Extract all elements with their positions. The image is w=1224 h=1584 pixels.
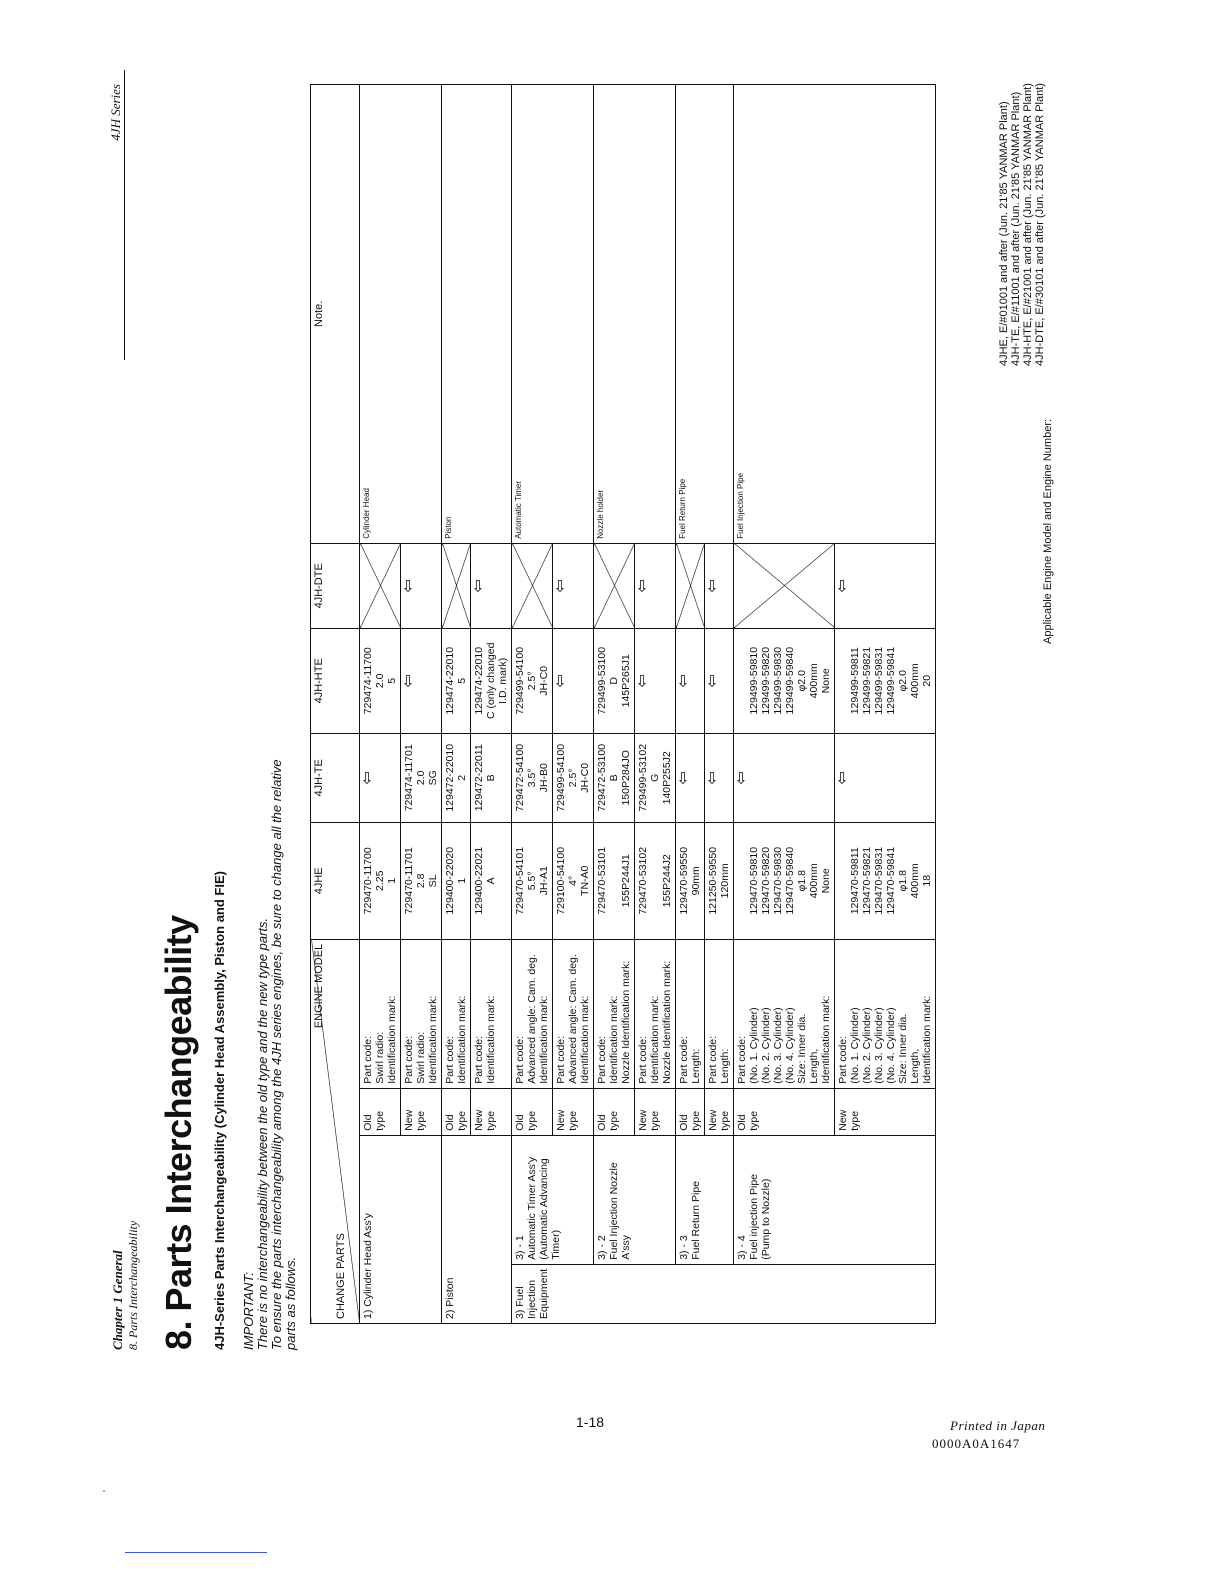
old-value-4jh-dte <box>676 543 705 628</box>
table-row <box>360 84 401 1323</box>
footer-row: 4JH-TE, E/#11001 and after (Jun. 21'85 YANMAR Plant) <box>1010 91 1022 366</box>
new-value-4jhe: 121250-59550 120mm <box>705 822 734 939</box>
note-piston: Piston <box>442 84 512 543</box>
old-value-4jh-hte: ⇦ <box>676 628 705 733</box>
new-type-field-labels: Part code: Swirl radio: Identification mark: <box>401 939 442 1088</box>
new-value-4jh-hte: 129474-22010 C (only changed I.D. mark) <box>471 628 512 733</box>
sub-part-name: 3) - 1 Automatic Timer Ass'y (Automatic Advancing Timer) <box>512 1135 594 1264</box>
old-value-4jhe: 729470-11700 2.25 1 <box>360 822 401 939</box>
footer-row: 4JH-HTE, E/#21001 and after (Jun. 21'85 YANMAR Plant) <box>1022 83 1034 366</box>
interchangeability-table <box>310 84 936 1324</box>
new-value-4jh-dte: ⇦ <box>401 543 442 628</box>
table-row <box>676 84 705 1323</box>
new-value-4jh-dte: ⇦ <box>635 543 676 628</box>
header-rule <box>124 70 125 360</box>
rotated-page-content <box>100 70 1060 1360</box>
old-value-4jh-dte <box>442 543 471 628</box>
important-label: IMPORTANT: <box>241 1272 256 1350</box>
old-value-4jhe: 129470-59550 90mm <box>676 822 705 939</box>
table-header-row <box>311 84 360 1323</box>
note-cyl: Cylinder Head <box>360 84 442 543</box>
old-value-4jh-hte: 729499-53100 D 145P265J1 <box>594 628 635 733</box>
part-group-name: 1) Cylinder Head Ass'y <box>360 1135 442 1323</box>
new-type-label: New type <box>635 1088 676 1135</box>
table-row <box>442 84 471 1323</box>
new-type-field-labels: Part code: Advanced angle: Cam. deg. Identification mark: <box>553 939 594 1088</box>
new-type-label: New type <box>471 1088 512 1135</box>
new-value-4jh-hte: ⇦ <box>553 628 594 733</box>
old-value-4jhe: 729470-54101 5.5° JH-A1 <box>512 822 553 939</box>
new-value-4jh-te: 729474-11701 2.0 SG <box>401 733 442 822</box>
old-value-4jhe: 129400-22020 1 <box>442 822 471 939</box>
new-value-4jh-dte: ⇦ <box>835 543 936 628</box>
sub-part-name: 3) - 2 Fuel Injection Nozzle A'ssy <box>594 1135 676 1264</box>
old-value-4jh-hte: 129499-59810 129499-59820 129499-59830 129499-59840 φ2.0 400mm None <box>734 628 835 733</box>
old-value-4jh-te: ⇦ <box>676 733 705 822</box>
note-timer: Automatic Timer <box>512 84 594 543</box>
old-value-4jh-te: 129472-22010 2 <box>442 733 471 822</box>
new-value-4jhe: 729100-54100 4° TN-A0 <box>553 822 594 939</box>
new-type-field-labels: Part code: Identification mark: <box>471 939 512 1088</box>
new-type-label: New type <box>553 1088 594 1135</box>
old-value-4jh-dte <box>734 543 835 628</box>
new-type-label: New type <box>835 1088 936 1135</box>
table-row <box>734 84 835 1323</box>
old-value-4jh-hte: 729474-11700 2.0 5 <box>360 628 401 733</box>
new-type-field-labels: Part code: (No. 1. Cylinder) (No. 2. Cylinder) (No. 3. Cylinder) (No. 4. Cylinder) Size: Inner dia. Length, Identification mark: <box>835 939 936 1088</box>
new-value-4jh-te: ⇦ <box>835 733 936 822</box>
important-note <box>242 450 298 1350</box>
new-type-field-labels: Part code: Identification mark: Nozzle Identification mark: <box>635 939 676 1088</box>
old-type-field-labels: Part code: Swirl radio: Identification mark: <box>360 939 401 1088</box>
footer-label: Applicable Engine Model and Engine Number: <box>1042 418 1054 644</box>
old-type-label: Old type <box>512 1088 553 1135</box>
chapter-label: Chapter 1 General <box>110 1250 125 1350</box>
sub-part-name: 3) - 3 Fuel Return Pipe <box>676 1135 734 1264</box>
new-value-4jhe: 729470-11701 2.8 SL <box>401 822 442 939</box>
old-value-4jhe: 129470-59810 129470-59820 129470-59830 129470-59840 φ1.8 400mm None <box>734 822 835 939</box>
change-parts-header: CHANGE PARTS <box>335 1233 347 1319</box>
important-line-2: To ensure the parts interchangeability among the 4JH series engines, be sure to change all the relative <box>269 759 284 1350</box>
part-group-name: 2) Piston <box>442 1135 512 1323</box>
new-value-4jh-dte: ⇦ <box>705 543 734 628</box>
old-type-field-labels: Part code: Identification mark: Nozzle Identification mark: <box>594 939 635 1088</box>
new-value-4jhe: 129470-59811 129470-59821 129470-59831 129470-59841 φ1.8 400mm 18 <box>835 822 936 939</box>
footer-row: 4JH-DTE, E/#30101 and after (Jun. 21'85 YANMAR Plant) <box>1034 83 1046 366</box>
table-row <box>512 84 553 1323</box>
document-code: 0000A0A1647 <box>932 1436 1021 1451</box>
footer-link-line <box>125 1552 267 1553</box>
new-value-4jh-hte: ⇦ <box>705 628 734 733</box>
note-inj: Fuel Injection Pipe <box>734 84 936 543</box>
new-value-4jh-te: 729499-54100 2.5° JH-C0 <box>553 733 594 822</box>
model-col-4jhe: 4JHE <box>311 822 360 939</box>
important-line-1: There is no interchangeability between the old type and the new type parts. <box>255 917 270 1350</box>
old-value-4jhe: 729470-53101 155P244J1 <box>594 822 635 939</box>
new-value-4jh-dte: ⇦ <box>553 543 594 628</box>
note-nozzle: Nozzle holder <box>594 84 676 543</box>
new-type-label: New type <box>401 1088 442 1135</box>
part-group-name: 3) Fuel Injection Equipment <box>512 1264 936 1323</box>
page-title: 8. Parts Interchangeability <box>158 915 199 1350</box>
header-corner <box>311 939 360 1323</box>
footer-row: 4JHE, E/#01001 and after (Jun. 21'85 YANMAR Plant) <box>998 101 1010 366</box>
page-subtitle: 4JH-Series Parts Interchangeability (Cylinder Head Assembly, Piston and FIE) <box>212 871 227 1350</box>
new-value-4jhe: 129400-22021 A <box>471 822 512 939</box>
old-value-4jh-te: ⇦ <box>734 733 835 822</box>
scan-speck <box>103 1490 105 1492</box>
old-type-field-labels: Part code: (No. 1. Cylinder) (No. 2. Cylinder) (No. 3. Cylinder) (No. 4. Cylinder) Size: Inner dia. Length, Identification mark: <box>734 939 835 1088</box>
old-type-label: Old type <box>734 1088 835 1135</box>
new-value-4jh-hte: 129499-59811 129499-59821 129499-59831 129499-59841 φ2.0 400mm 20 <box>835 628 936 733</box>
old-type-field-labels: Part code: Length: <box>676 939 705 1088</box>
note-col: Note. <box>311 84 360 543</box>
old-type-label: Old type <box>442 1088 471 1135</box>
old-type-field-labels: Part code: Advanced angle: Cam. deg. Identification mark: <box>512 939 553 1088</box>
note-return: Fuel Return Pipe <box>676 84 734 543</box>
old-value-4jh-te: 729472-53100 B 150P284JO <box>594 733 635 822</box>
old-value-4jh-hte: 129474-22010 5 <box>442 628 471 733</box>
old-value-4jh-dte <box>512 543 553 628</box>
new-value-4jh-te: ⇦ <box>705 733 734 822</box>
new-value-4jhe: 729470-53102 155P244J2 <box>635 822 676 939</box>
old-value-4jh-dte <box>360 543 401 628</box>
section-label: 8. Parts Interchangeability <box>126 1220 140 1350</box>
old-type-label: Old type <box>360 1088 401 1135</box>
old-type-label: Old type <box>594 1088 635 1135</box>
old-value-4jh-dte <box>594 543 635 628</box>
new-value-4jh-hte: ⇦ <box>635 628 676 733</box>
new-type-field-labels: Part code: Length: <box>705 939 734 1088</box>
printed-in-japan: Printed in Japan <box>950 1418 1046 1433</box>
important-line-3: parts as follows. <box>283 1256 298 1350</box>
old-value-4jh-te: 729472-54100 3.5° JH-B0 <box>512 733 553 822</box>
old-type-field-labels: Part code: Identification mark: <box>442 939 471 1088</box>
new-value-4jh-hte: ⇦ <box>401 628 442 733</box>
old-value-4jh-te: ⇦ <box>360 733 401 822</box>
series-label: 4JH Series <box>108 84 123 141</box>
sub-part-name: 3) - 4 Fuel injection Pipe (Pump to Nozzle) <box>734 1135 936 1264</box>
new-type-label: New type <box>705 1088 734 1135</box>
model-col-4jh-hte: 4JH-HTE <box>311 628 360 733</box>
new-value-4jh-te: 729499-53102 G 140P255J2 <box>635 733 676 822</box>
new-value-4jh-dte: ⇦ <box>471 543 512 628</box>
footer-engine-list <box>998 83 1046 366</box>
model-col-4jh-dte: 4JH-DTE <box>311 543 360 628</box>
page-number: 1-18 <box>576 1414 605 1430</box>
table-row <box>594 84 635 1323</box>
engine-model-header: ENGINE MODEL <box>313 943 325 1029</box>
model-col-4jh-te: 4JH-TE <box>311 733 360 822</box>
old-value-4jh-hte: 729499-54100 2.5° JH-C0 <box>512 628 553 733</box>
old-type-label: Old type <box>676 1088 705 1135</box>
new-value-4jh-te: 129472-22011 B <box>471 733 512 822</box>
